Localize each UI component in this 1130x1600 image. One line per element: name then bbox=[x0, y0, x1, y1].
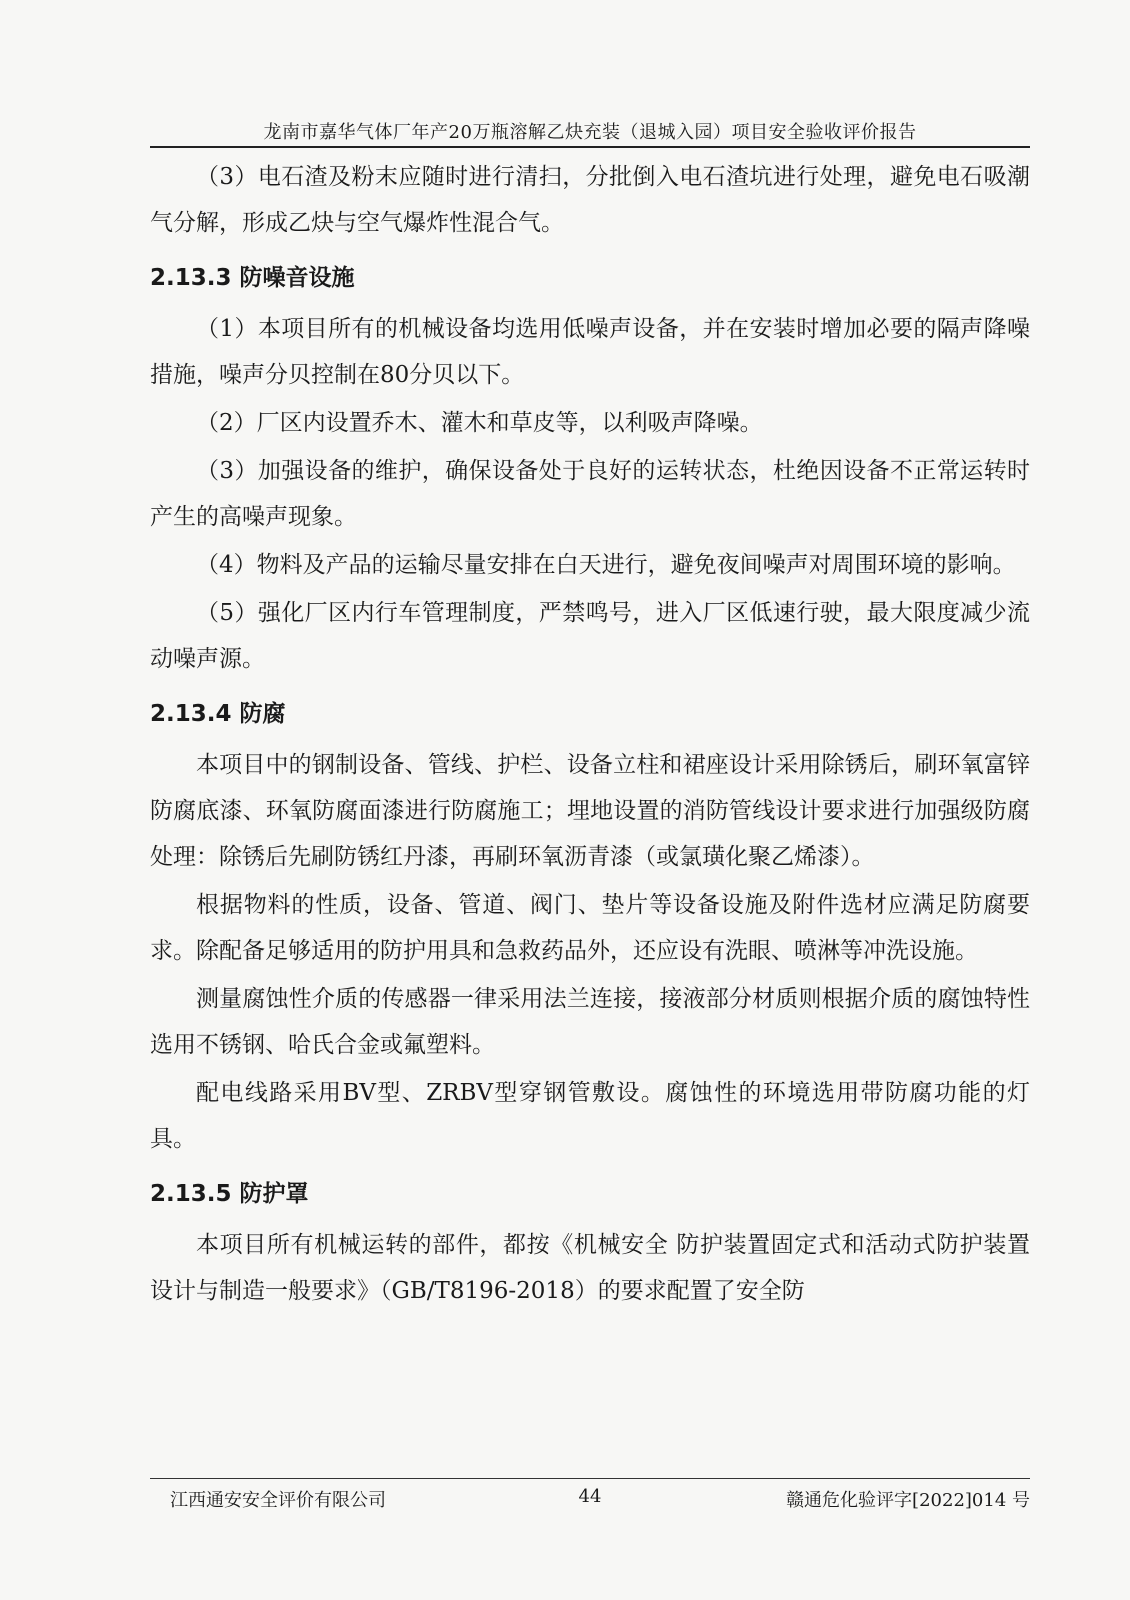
paragraph: 根据物料的性质，设备、管道、阀门、垫片等设备设施及附件选材应满足防腐要求。除配备足够适用的防护用具和急救药品外，还应设有洗眼、喷淋等冲洗设施。 bbox=[150, 892, 1030, 964]
section-heading: 2.13.5 防护罩 bbox=[150, 1181, 309, 1207]
paragraph: （2）厂区内设置乔木、灌木和草皮等，以利吸声降噪。 bbox=[196, 410, 763, 436]
paragraph: （3）加强设备的维护，确保设备处于良好的运转状态，杜绝因设备不正常运转时产生的高噪声现象。 bbox=[150, 458, 1030, 530]
paragraph: （3）电石渣及粉末应随时进行清扫，分批倒入电石渣坑进行处理，避免电石吸潮气分解，形成乙炔与空气爆炸性混合气。 bbox=[150, 164, 1030, 236]
paragraph: 测量腐蚀性介质的传感器一律采用法兰连接，接液部分材质则根据介质的腐蚀特性选用不锈钢、哈氏合金或氟塑料。 bbox=[150, 986, 1030, 1058]
page-number: 44 bbox=[578, 1486, 602, 1507]
paragraph: （5）强化厂区内行车管理制度，严禁鸣号，进入厂区低速行驶，最大限度减少流动噪声源。 bbox=[150, 600, 1030, 672]
page-footer bbox=[150, 1486, 1030, 1516]
paragraph: 本项目中的钢制设备、管线、护栏、设备立柱和裙座设计采用除锈后，刷环氧富锌防腐底漆、环氧防腐面漆进行防腐施工；埋地设置的消防管线设计要求进行加强级防腐处理：除锈后先刷防锈红丹漆，再刷环氧沥青漆（或氯璜化聚乙烯漆）。 bbox=[150, 752, 1030, 870]
footer-company: 江西通安安全评价有限公司 bbox=[170, 1490, 386, 1511]
paragraph: （4）物料及产品的运输尽量安排在白天进行，避免夜间噪声对周围环境的影响。 bbox=[196, 552, 1016, 578]
section-heading: 2.13.3 防噪音设施 bbox=[150, 265, 355, 291]
paragraph: 配电线路采用BV型、ZRBV型穿钢管敷设。腐蚀性的环境选用带防腐功能的灯具。 bbox=[150, 1080, 1030, 1152]
paragraph: （1）本项目所有的机械设备均选用低噪声设备，并在安装时增加必要的隔声降噪措施，噪声分贝控制在80分贝以下。 bbox=[150, 316, 1030, 388]
document-body bbox=[150, 154, 1030, 1316]
page-header-title: 龙南市嘉华气体厂年产20万瓶溶解乙炔充装（退城入园）项目安全验收评价报告 bbox=[263, 122, 917, 143]
footer-doc-number: 赣通危化验评字[2022]014 号 bbox=[786, 1490, 1030, 1511]
section-heading: 2.13.4 防腐 bbox=[150, 701, 286, 727]
footer-divider bbox=[150, 1478, 1030, 1479]
header-divider bbox=[150, 146, 1030, 148]
paragraph: 本项目所有机械运转的部件，都按《机械安全 防护装置固定式和活动式防护装置设计与制造一般要求》（GB/T8196-2018）的要求配置了安全防 bbox=[150, 1232, 1030, 1304]
